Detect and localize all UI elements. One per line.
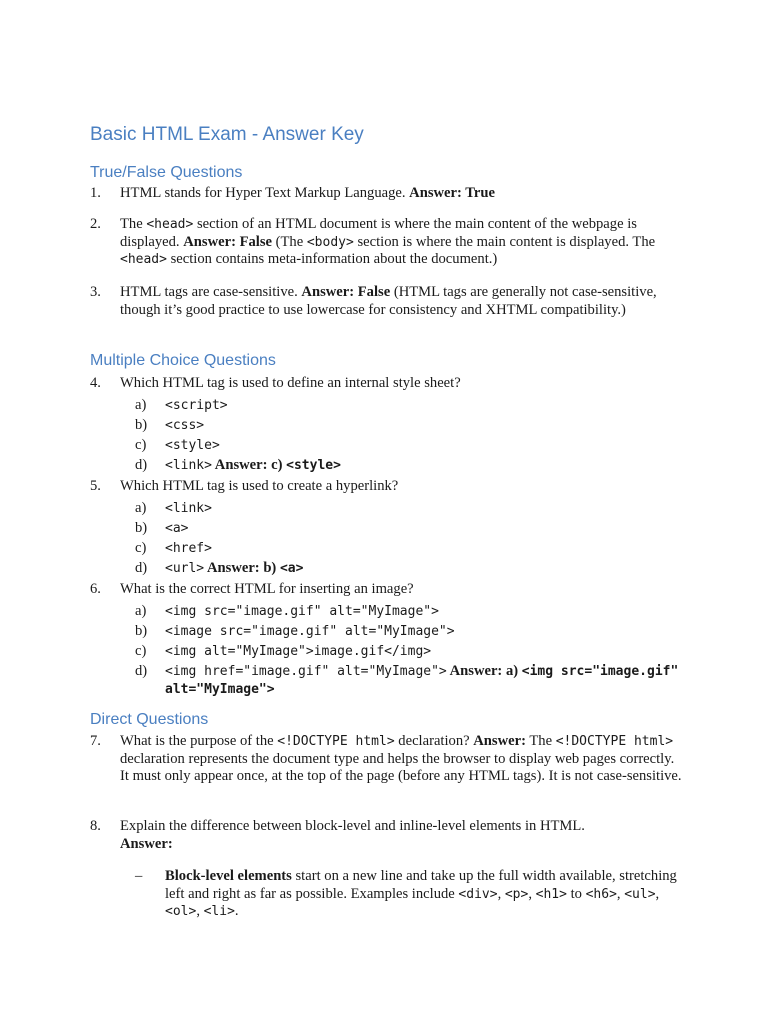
answer-text: Answer: xyxy=(473,733,526,749)
bullet-block-level xyxy=(135,868,682,921)
option-letter: c) xyxy=(135,643,147,660)
question-number: 2. xyxy=(90,216,101,232)
separator-text: , xyxy=(497,885,505,902)
option-c xyxy=(135,437,682,454)
option-a xyxy=(135,500,682,517)
options-list xyxy=(90,603,682,699)
code-snippet: <li> xyxy=(203,904,235,919)
options-list xyxy=(90,397,682,475)
section-heading-true-false: True/False Questions xyxy=(90,164,243,181)
option-d xyxy=(135,457,682,474)
answer-text: Answer: xyxy=(120,835,173,852)
answer-code: <img src="image.gif" alt="MyImage"> xyxy=(165,664,679,697)
question-text: Which HTML tag is used to define an internal style sheet? xyxy=(120,375,461,391)
question-text: What is the correct HTML for inserting an image? xyxy=(120,581,414,597)
options-list xyxy=(90,500,682,578)
option-code: <href> xyxy=(165,541,212,557)
answer-text: Answer: False xyxy=(301,284,391,300)
option-letter: b) xyxy=(135,416,148,433)
option-c xyxy=(135,643,682,660)
question-number: 5. xyxy=(90,478,101,494)
question-2 xyxy=(90,216,682,269)
question-number: 3. xyxy=(90,284,101,300)
question-text: HTML tags are case-sensitive. xyxy=(120,284,302,300)
code-snippet: <ol> xyxy=(165,904,197,919)
section-heading-multiple-choice: Multiple Choice Questions xyxy=(90,352,276,369)
code-snippet: <!DOCTYPE html> xyxy=(555,734,674,749)
answer-text: Answer: a) xyxy=(446,663,522,680)
document-title: Basic HTML Exam - Answer Key xyxy=(90,124,364,145)
question-text: Which HTML tag is used to create a hyperlink? xyxy=(120,478,399,494)
question-1 xyxy=(90,185,682,203)
code-snippet: <h6> xyxy=(585,886,617,902)
option-letter: b) xyxy=(135,622,148,639)
question-6 xyxy=(90,581,682,701)
option-b xyxy=(135,417,682,434)
answer-code: <a> xyxy=(279,561,304,577)
option-letter: a) xyxy=(135,396,147,413)
bullet-text: start on a new line and take up the full width available, stretching left and right as far as possible. Examples include xyxy=(165,868,677,902)
code-snippet: <head> xyxy=(120,252,167,267)
explanation-text: The xyxy=(525,733,556,749)
option-letter: d) xyxy=(135,457,148,474)
option-b xyxy=(135,520,682,537)
option-code: <url> xyxy=(165,561,205,577)
option-letter: b) xyxy=(135,519,148,536)
code-snippet: <p> xyxy=(504,886,529,902)
explanation-text: section is where the main content is displayed. The xyxy=(353,233,656,250)
question-number: 1. xyxy=(90,185,101,201)
separator-text: . xyxy=(234,903,239,919)
option-code: <css> xyxy=(165,417,205,433)
code-snippet: <h1> xyxy=(535,886,567,902)
question-3 xyxy=(90,284,682,319)
option-d xyxy=(135,663,682,698)
code-snippet: <!DOCTYPE html> xyxy=(277,734,395,749)
option-code: <link> xyxy=(165,458,212,474)
question-text: section of an HTML document is where the main content of the webpage is displayed. xyxy=(120,216,637,250)
explanation-text: declaration represents the document type and helps the browser to display web pages correctly. It must only appear once, at the top of the page (before any HTML tags). It is not case-sensitive. xyxy=(120,750,682,784)
option-code: <script> xyxy=(165,397,228,413)
code-snippet: <ul> xyxy=(624,886,656,902)
question-text: The xyxy=(120,216,147,232)
option-code: <image src="image.gif" alt="MyImage"> xyxy=(165,623,455,639)
answer-text: Answer: c) xyxy=(211,457,287,474)
question-5 xyxy=(90,478,682,581)
question-text: HTML stands for Hyper Text Markup Language. xyxy=(120,185,410,201)
question-4 xyxy=(90,375,682,478)
question-8 xyxy=(90,818,682,921)
option-code: <img alt="MyImage">image.gif</img> xyxy=(165,644,432,660)
option-a xyxy=(135,397,682,414)
option-letter: c) xyxy=(135,540,147,557)
bullet-term: Block-level elements xyxy=(165,868,292,884)
option-code: <style> xyxy=(165,438,220,454)
separator-text: , xyxy=(616,885,625,902)
explanation-text: section contains meta-information about the document.) xyxy=(166,251,498,267)
question-text: declaration? xyxy=(394,733,474,749)
question-number: 7. xyxy=(90,733,101,749)
option-letter: a) xyxy=(135,499,147,516)
dash-bullet: – xyxy=(135,868,143,884)
question-text: Explain the difference between block-level and inline-level elements in HTML. xyxy=(120,818,585,834)
option-b xyxy=(135,623,682,640)
answer-code: <style> xyxy=(286,458,341,474)
section-heading-direct: Direct Questions xyxy=(90,711,209,728)
separator-text: , xyxy=(196,903,204,919)
separator-text: , xyxy=(655,885,660,902)
option-code: <link> xyxy=(165,500,212,516)
option-letter: a) xyxy=(135,602,147,619)
separator-text: to xyxy=(566,885,586,902)
answer-text: Answer: True xyxy=(409,185,495,201)
question-number: 8. xyxy=(90,818,101,834)
code-snippet: <div> xyxy=(458,886,498,902)
question-number: 4. xyxy=(90,375,101,391)
question-7 xyxy=(90,733,682,786)
option-code: <img href="image.gif" alt="MyImage"> xyxy=(165,664,447,680)
code-snippet: <body> xyxy=(306,234,354,250)
explanation-text: (The xyxy=(272,233,307,250)
option-code: <img src="image.gif" alt="MyImage"> xyxy=(165,603,439,619)
option-c xyxy=(135,540,682,557)
option-letter: c) xyxy=(135,437,147,454)
code-snippet: <head> xyxy=(146,217,194,232)
question-text: What is the purpose of the xyxy=(120,733,278,749)
option-letter: d) xyxy=(135,560,148,577)
answer-text: Answer: b) xyxy=(204,560,280,577)
option-a xyxy=(135,603,682,620)
option-code: <a> xyxy=(165,520,189,536)
answer-text: Answer: False xyxy=(183,233,272,250)
separator-text: , xyxy=(528,885,536,902)
option-d xyxy=(135,560,682,577)
explanation-text: (HTML tags are generally not case-sensitive, though it’s good practice to use lowercase for consistency and XHTML compatibility.) xyxy=(120,284,657,318)
option-letter: d) xyxy=(135,663,148,680)
question-number: 6. xyxy=(90,581,101,597)
